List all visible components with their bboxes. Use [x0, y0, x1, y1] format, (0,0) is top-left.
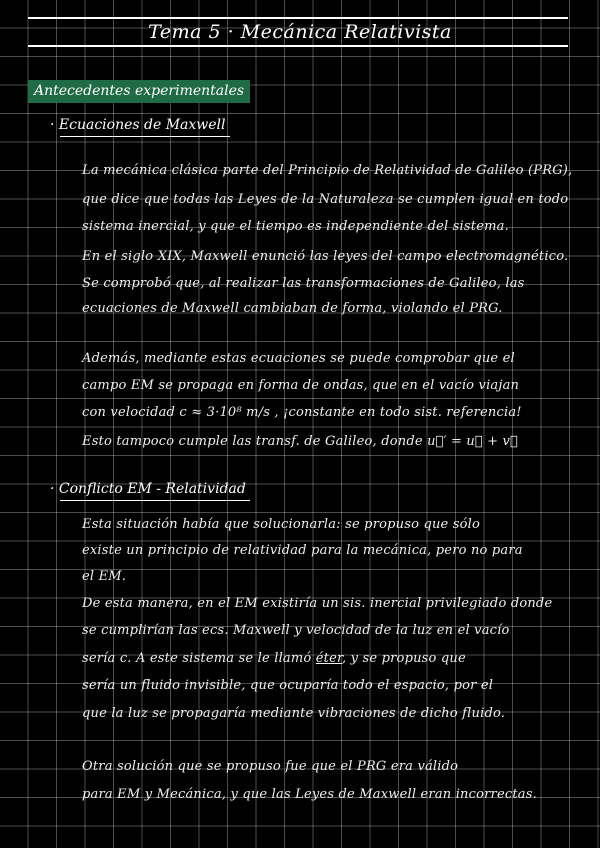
text-line: campo EM se propaga en forma de ondas, que en el vacío viajan — [82, 378, 520, 393]
text-line: para EM y Mecánica, y que las Leyes de Maxwell eran incorrectas. — [82, 787, 537, 802]
text-line: Además, mediante estas ecuaciones se puede comprobar que el — [82, 351, 515, 366]
section-heading: Antecedentes experimentales — [28, 80, 250, 103]
text-line: sería un fluido invisible, que ocuparía todo el espacio, por el — [82, 678, 494, 693]
text-line-ether: sería c. A este sistema se le llamó éter, y se propuso que — [82, 651, 466, 666]
text-line: Esta situación había que solucionarla: se propuso que sólo — [82, 517, 481, 532]
text-line: Esto tampoco cumple las transf. de Galileo, donde u⃗′ = u⃗ + v⃗ — [82, 434, 518, 449]
page-title: Tema 5 · Mecánica Relativista — [148, 21, 452, 43]
text-line: sistema inercial, y que el tiempo es independiente del sistema. — [82, 219, 509, 234]
text-line: Otra solución que se propuso fue que el PRG era válido — [82, 759, 459, 774]
text-line: que la luz se propagaría mediante vibraciones de dicho fluido. — [82, 706, 506, 721]
text-line: Se comprobó que, al realizar las transformaciones de Galileo, las — [82, 276, 525, 291]
ether-term: éter — [315, 651, 342, 666]
text-line: que dice que todas las Leyes de la Naturaleza se cumplen igual en todo — [82, 192, 569, 207]
text-line: La mecánica clásica parte del Principio de Relatividad de Galileo (PRG), — [82, 163, 573, 178]
text-line: ecuaciones de Maxwell cambiaban de forma, violando el PRG. — [82, 301, 503, 316]
text-line: existe un principio de relatividad para la mecánica, pero no para — [82, 543, 523, 558]
heading-underline — [60, 500, 250, 501]
heading-underline — [60, 136, 230, 137]
text-line: De esta manera, en el EM existiría un sis. inercial privilegiado donde — [82, 596, 553, 611]
top-rule — [28, 17, 568, 19]
title-rule — [28, 45, 568, 47]
text-line: con velocidad c ≈ 3·10⁸ m/s , ¡constante en todo sist. referencia! — [82, 405, 522, 420]
text-line: el EM. — [82, 569, 127, 584]
text-line: En el siglo XIX, Maxwell enunció las leyes del campo electromagnético. — [82, 249, 569, 264]
text-line: se cumplirían las ecs. Maxwell y velocidad de la luz en el vacío — [82, 623, 510, 638]
subsection-heading-maxwell: · Ecuaciones de Maxwell — [50, 117, 226, 133]
subsection-heading-conflict: · Conflicto EM - Relatividad — [50, 481, 246, 497]
